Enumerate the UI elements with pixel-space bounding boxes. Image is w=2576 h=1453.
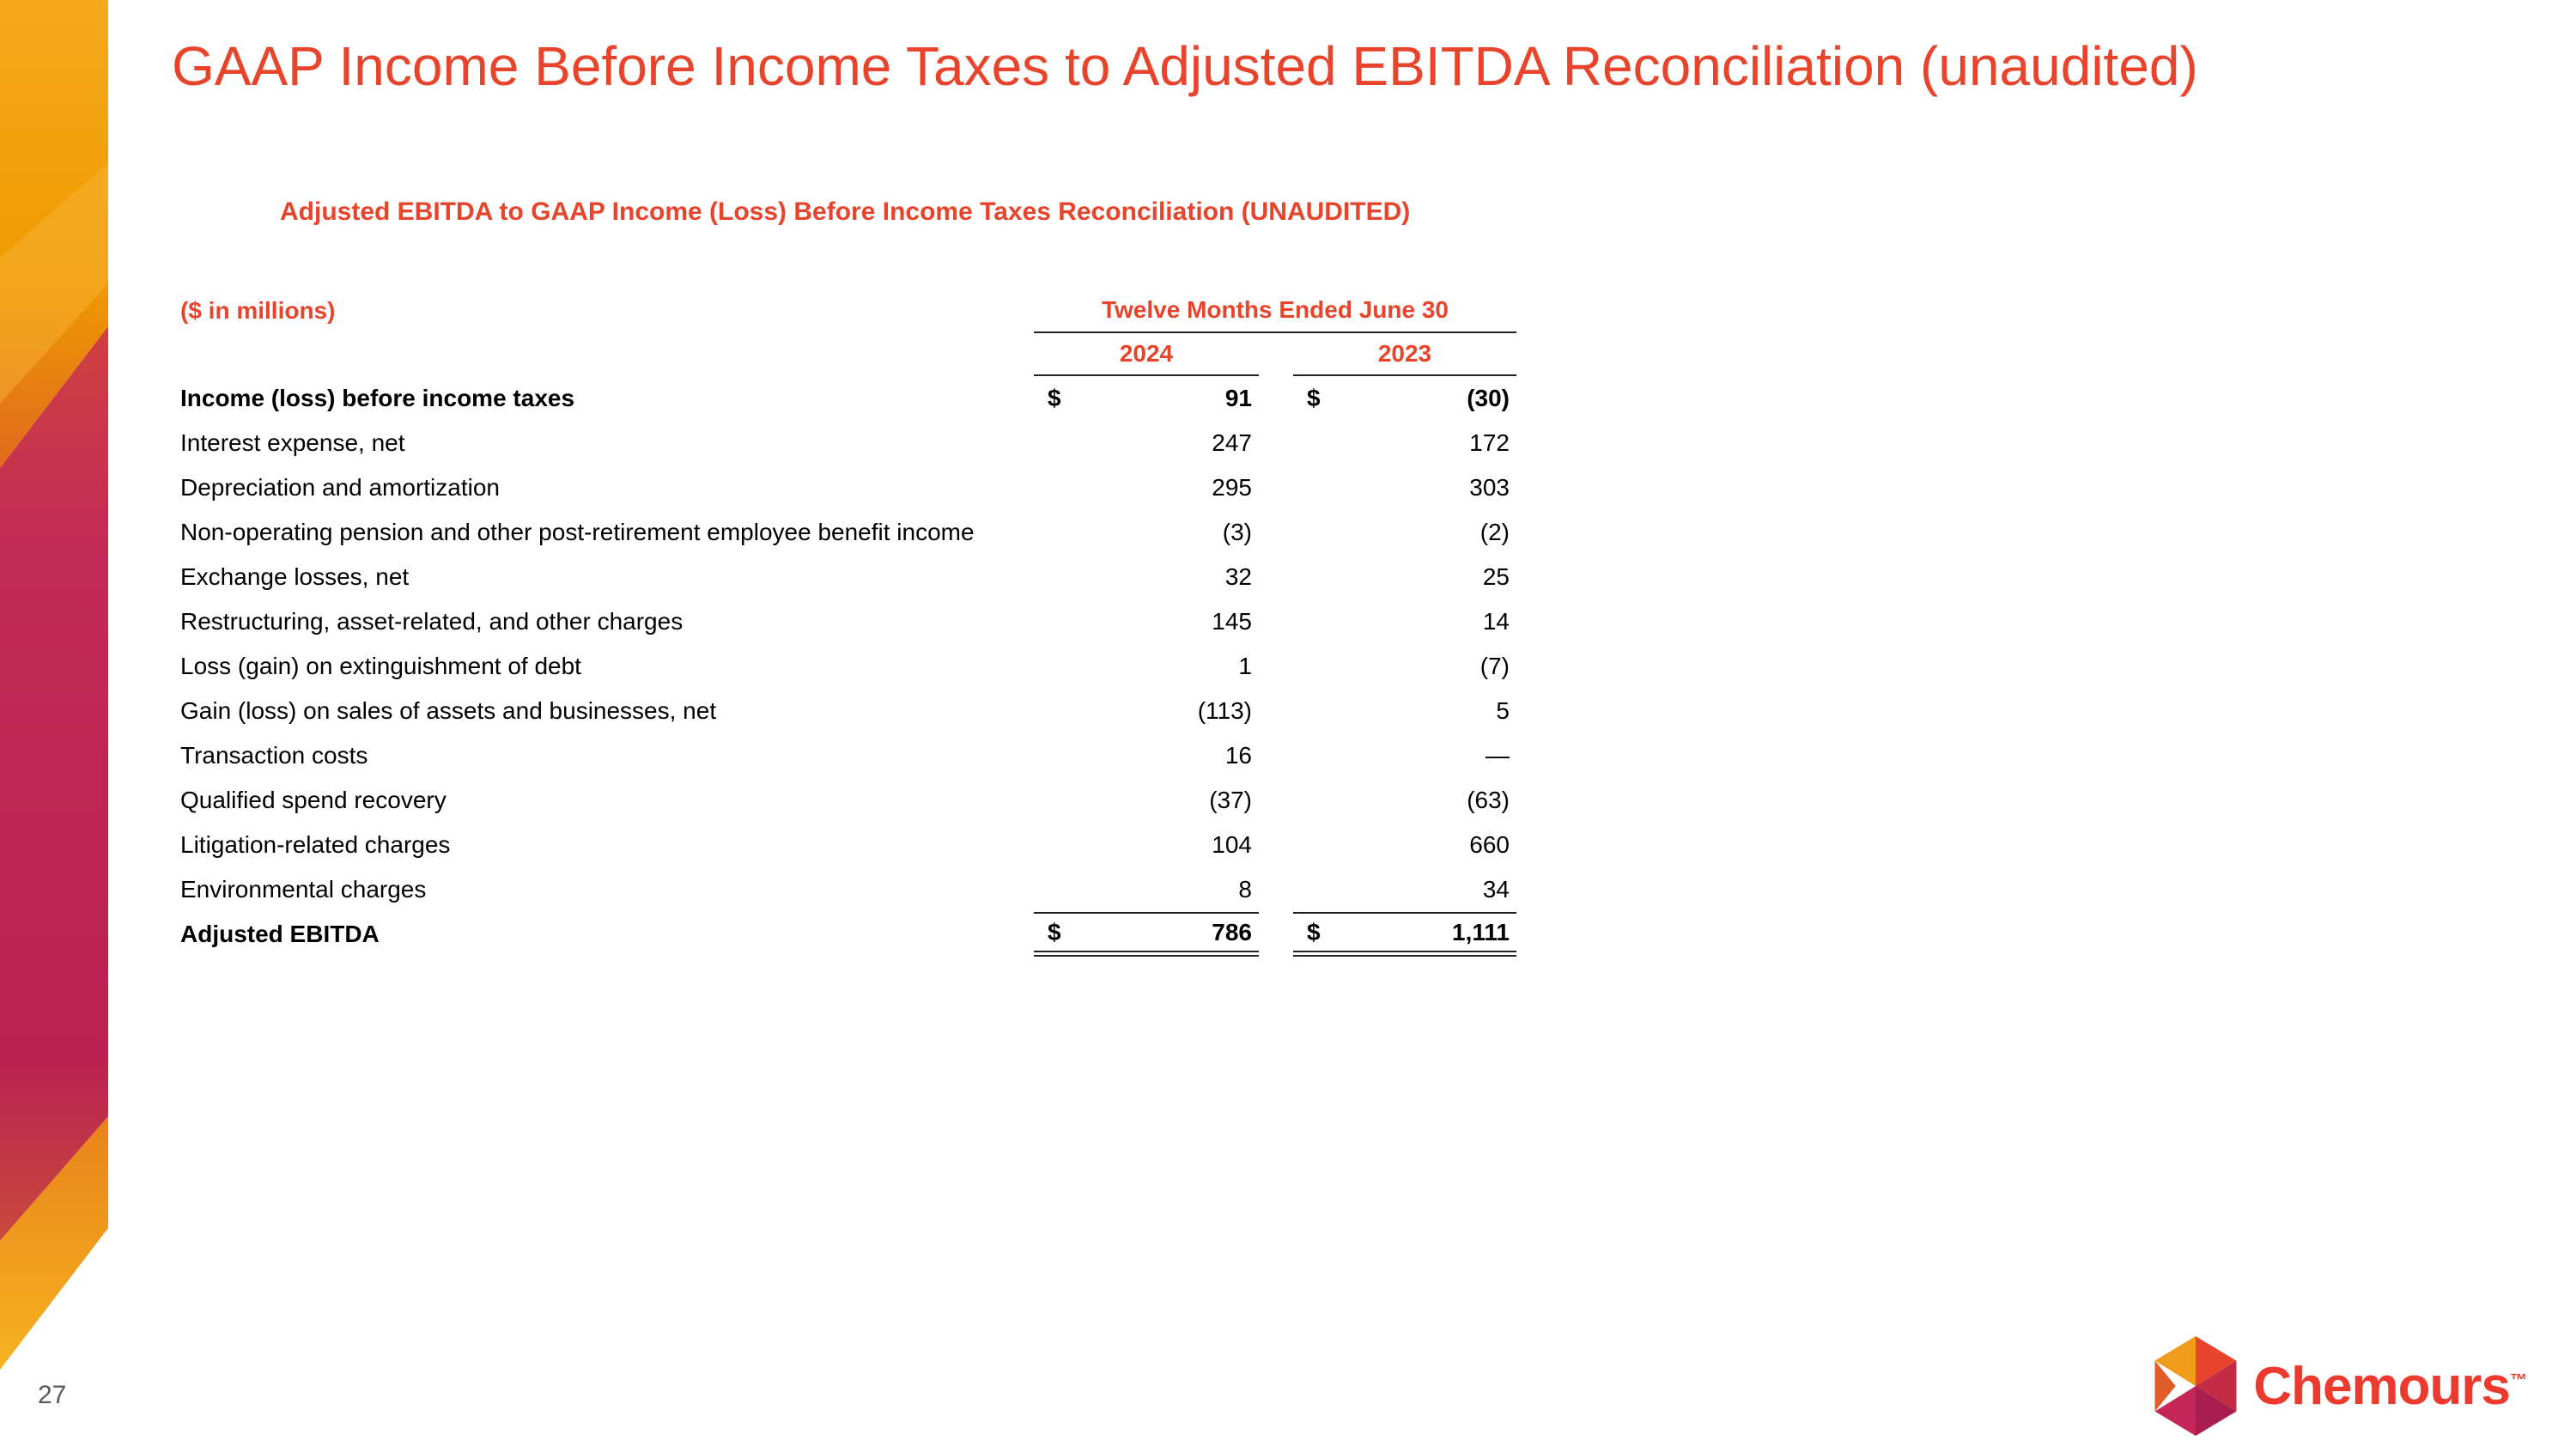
- dollar-sign: $: [1048, 918, 1061, 945]
- column-gap: [1259, 510, 1293, 555]
- cell-value: 303: [1469, 474, 1510, 501]
- column-gap: [1259, 867, 1293, 912]
- row-label: Litigation-related charges: [180, 831, 451, 858]
- table-row: [180, 644, 1516, 689]
- row-label: Adjusted EBITDA: [180, 921, 380, 947]
- table-rows: [180, 376, 1516, 957]
- table-caption: Adjusted EBITDA to GAAP Income (Loss) Before Income Taxes Reconciliation (UNAUDITED): [280, 198, 1411, 226]
- value-cell: [1293, 689, 1516, 733]
- table-row: [180, 733, 1516, 778]
- units-label: ($ in millions): [180, 297, 336, 324]
- chemours-logo-icon: [2150, 1336, 2241, 1436]
- row-label: Restructuring, asset-related, and other charges: [180, 608, 683, 635]
- table-row: [180, 912, 1516, 957]
- slide-title: GAAP Income Before Income Taxes to Adjusted EBITDA Reconciliation (unaudited): [172, 35, 2198, 97]
- chemours-wordmark: Chemours™: [2253, 1356, 2526, 1416]
- trademark-symbol: ™: [2510, 1370, 2526, 1389]
- table-row: [180, 689, 1516, 733]
- cell-value: 104: [1212, 831, 1252, 858]
- column-gap: [1259, 823, 1293, 867]
- column-gap: [1259, 733, 1293, 778]
- cell-value: (2): [1479, 519, 1510, 545]
- cell-value: (37): [1209, 787, 1252, 813]
- value-cell: [1293, 867, 1516, 912]
- table-row: [180, 421, 1516, 465]
- table-header-row-years: [180, 333, 1516, 376]
- row-label: Depreciation and amortization: [180, 474, 500, 501]
- table-row: [180, 823, 1516, 867]
- value-cell: [1034, 465, 1259, 510]
- value-cell: [1034, 733, 1259, 778]
- value-cell: [1034, 376, 1259, 421]
- left-accent-graphic: [0, 0, 108, 1449]
- table-row: [180, 778, 1516, 823]
- row-label: Interest expense, net: [180, 429, 405, 456]
- column-gap: [1259, 555, 1293, 599]
- value-cell: [1293, 599, 1516, 644]
- dollar-sign: $: [1307, 918, 1321, 945]
- cell-value: 247: [1212, 429, 1252, 456]
- table-row: [180, 867, 1516, 912]
- period-header: Twelve Months Ended June 30: [1034, 289, 1516, 333]
- row-label: Environmental charges: [180, 876, 427, 903]
- dollar-sign: $: [1048, 385, 1061, 411]
- column-gap: [1259, 465, 1293, 510]
- cell-value: (7): [1479, 653, 1510, 679]
- cell-value: (30): [1467, 385, 1510, 411]
- value-cell: [1034, 599, 1259, 644]
- row-label: Income (loss) before income taxes: [180, 385, 575, 411]
- page-number: 27: [38, 1381, 67, 1409]
- value-cell: [1034, 644, 1259, 689]
- value-cell: [1293, 510, 1516, 555]
- value-cell: [1293, 465, 1516, 510]
- value-cell: [1293, 912, 1516, 957]
- table-header-row-period: [180, 289, 1516, 333]
- cell-value: (3): [1222, 519, 1252, 545]
- value-cell: [1293, 555, 1516, 599]
- table-row: [180, 376, 1516, 421]
- year-column-2023: 2023: [1293, 333, 1516, 376]
- value-cell: [1293, 421, 1516, 465]
- cell-value: 91: [1224, 385, 1252, 411]
- value-cell: [1034, 912, 1259, 957]
- cell-value: 1,111: [1452, 918, 1510, 945]
- table-row: [180, 555, 1516, 599]
- cell-value: 5: [1496, 697, 1510, 724]
- value-cell: [1034, 555, 1259, 599]
- column-gap: [1259, 421, 1293, 465]
- reconciliation-table: [180, 289, 1516, 957]
- table-row: [180, 465, 1516, 510]
- row-label: Loss (gain) on extinguishment of debt: [180, 653, 581, 679]
- left-accent-bar: [0, 0, 108, 1449]
- cell-value: 34: [1482, 876, 1510, 903]
- value-cell: [1034, 867, 1259, 912]
- column-gap: [1259, 376, 1293, 421]
- value-cell: [1293, 778, 1516, 823]
- table-row: [180, 510, 1516, 555]
- value-cell: [1034, 689, 1259, 733]
- cell-value: 16: [1224, 742, 1252, 769]
- chemours-logo: [2150, 1336, 2526, 1436]
- column-gap: [1259, 644, 1293, 689]
- column-gap: [1259, 778, 1293, 823]
- row-label: Transaction costs: [180, 742, 368, 769]
- dollar-sign: $: [1307, 385, 1321, 411]
- value-cell: [1293, 733, 1516, 778]
- cell-value: —: [1485, 742, 1510, 769]
- cell-value: 32: [1224, 563, 1252, 590]
- cell-value: 1: [1238, 653, 1252, 679]
- cell-value: 145: [1212, 608, 1252, 635]
- cell-value: 25: [1482, 563, 1510, 590]
- value-cell: [1293, 376, 1516, 421]
- cell-value: 172: [1469, 429, 1510, 456]
- row-label: Exchange losses, net: [180, 563, 410, 590]
- cell-value: (113): [1197, 697, 1252, 724]
- row-label: Non-operating pension and other post-retirement employee benefit income: [180, 519, 975, 545]
- row-label: Gain (loss) on sales of assets and businesses, net: [180, 697, 717, 724]
- value-cell: [1034, 421, 1259, 465]
- column-gap: [1259, 912, 1293, 957]
- value-cell: [1293, 823, 1516, 867]
- value-cell: [1034, 823, 1259, 867]
- cell-value: 660: [1469, 831, 1510, 858]
- cell-value: 14: [1482, 608, 1510, 635]
- value-cell: [1034, 510, 1259, 555]
- column-gap: [1259, 333, 1293, 376]
- value-cell: [1034, 778, 1259, 823]
- cell-value: (63): [1467, 787, 1510, 813]
- table-row: [180, 599, 1516, 644]
- column-gap: [1259, 689, 1293, 733]
- cell-value: 295: [1212, 474, 1252, 501]
- cell-value: 8: [1238, 876, 1252, 903]
- value-cell: [1293, 644, 1516, 689]
- row-label: Qualified spend recovery: [180, 787, 447, 813]
- column-gap: [1259, 599, 1293, 644]
- cell-value: 786: [1212, 918, 1252, 945]
- year-column-2024: 2024: [1034, 333, 1259, 376]
